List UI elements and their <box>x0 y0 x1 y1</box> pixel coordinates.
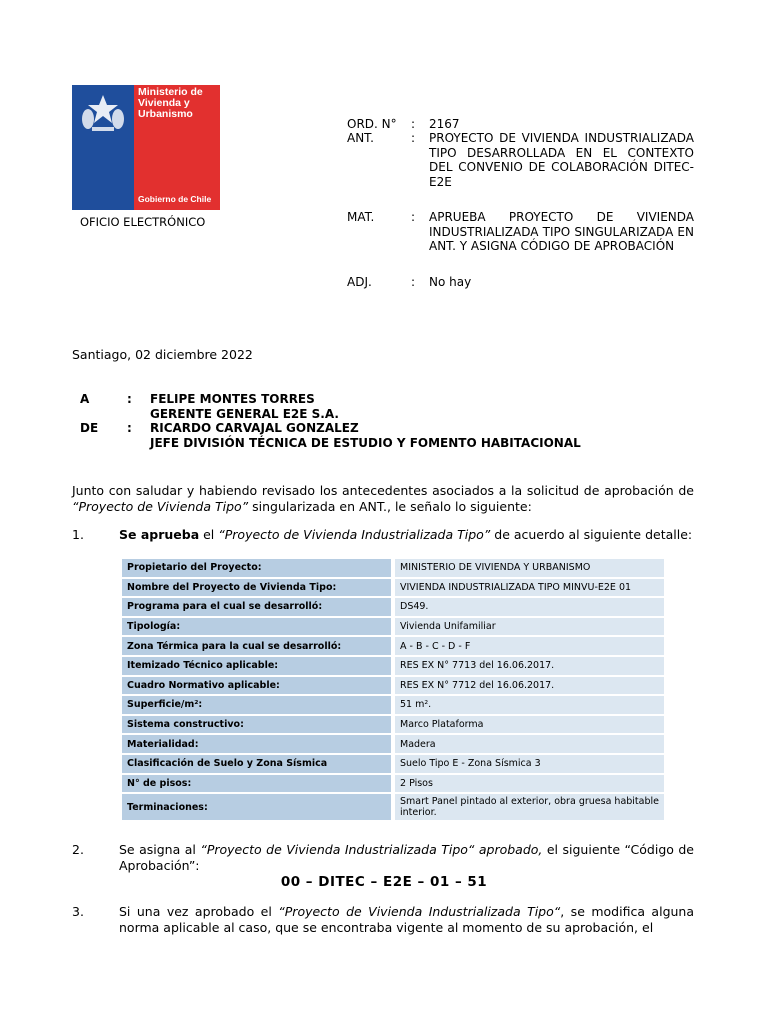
table-row <box>122 794 664 820</box>
table-value: VIVIENDA INDUSTRIALIZADA TIPO MINVU-E2E 01 <box>391 579 664 597</box>
approval-code: 00 – DITEC – E2E – 01 – 51 <box>280 874 488 890</box>
table-value: Vivienda Unifamiliar <box>391 618 664 636</box>
ant-value: PROYECTO DE VIVIENDA INDUSTRIALIZADA TIPO DESARROLLADA EN EL CONTEXTO DEL CONVENIO DE COLABORACIÓN DITEC-E2E <box>429 131 694 189</box>
table-value: Madera <box>391 735 664 753</box>
table-key: Sistema constructivo: <box>122 716 391 734</box>
table-value: Suelo Tipo E - Zona Sísmica 3 <box>391 755 664 773</box>
item2-text <box>119 842 694 874</box>
item1-italic: “Proyecto de Vivienda Industrializada Tipo” <box>218 527 491 542</box>
adj-colon: : <box>411 275 416 289</box>
from-name: RICARDO CARVAJAL GONZALEZ <box>150 421 359 435</box>
project-detail-table <box>122 557 664 822</box>
table-row <box>122 618 664 636</box>
table-value: RES EX N° 7712 del 16.06.2017. <box>391 677 664 695</box>
table-value: DS49. <box>391 598 664 616</box>
table-key: Itemizado Técnico aplicable: <box>122 657 391 675</box>
logo-red-panel <box>134 85 220 210</box>
item3-text <box>119 904 694 936</box>
table-key: Programa para el cual se desarrolló: <box>122 598 391 616</box>
item3-post: , se modifica alguna norma aplicable al caso, que se encontraba vigente al momento de su aprobación, el <box>119 904 695 935</box>
item1-bold: Se aprueba <box>119 527 200 542</box>
intro-paragraph <box>72 483 694 515</box>
item3-pre: Si una vez aprobado el <box>119 904 279 919</box>
intro-line1: Junto con saludar y habiendo revisado los antecedentes asociados a la solicitud de aprobación de <box>72 483 694 498</box>
table-value: MINISTERIO DE VIVIENDA Y URBANISMO <box>391 559 664 577</box>
ant-colon: : <box>411 131 416 145</box>
ant-row <box>347 131 694 206</box>
table-row <box>122 735 664 753</box>
table-value: 2 Pisos <box>391 775 664 793</box>
table-row <box>122 579 664 597</box>
item1-pre: el <box>199 527 219 542</box>
table-row <box>122 657 664 675</box>
table-row <box>122 637 664 655</box>
table-row <box>122 716 664 734</box>
table-row <box>122 559 664 577</box>
table-key: Cuadro Normativo aplicable: <box>122 677 391 695</box>
table-key: Propietario del Proyecto: <box>122 559 391 577</box>
from-title: JEFE DIVISIÓN TÉCNICA DE ESTUDIO Y FOMENTO HABITACIONAL <box>150 436 581 450</box>
table-value: RES EX N° 7713 del 16.06.2017. <box>391 657 664 675</box>
item3-italic: “Proyecto de Vivienda Industrializada Tipo“ <box>278 904 561 919</box>
item2-italic: “Proyecto de Vivienda Industrializada Tipo“ aprobado, <box>200 842 543 857</box>
document-date: Santiago, 02 diciembre 2022 <box>72 347 253 362</box>
table-value: A - B - C - D - F <box>391 637 664 655</box>
item2-pre: Se asigna al <box>119 842 201 857</box>
to-name: FELIPE MONTES TORRES <box>150 392 315 406</box>
to-colon: : <box>127 392 132 406</box>
logo-blue-panel <box>72 85 134 210</box>
table-row <box>122 755 664 773</box>
government-name: Gobierno de Chile <box>138 194 212 204</box>
mat-value: APRUEBA PROYECTO DE VIVIENDA INDUSTRIALIZADA TIPO SINGULARIZADA EN ANT. Y ASIGNA CÓDIGO DE APROBACIÓN <box>429 210 694 253</box>
ministry-name: Ministerio de Vivienda y Urbanismo <box>138 86 203 120</box>
from-label: DE <box>80 421 99 435</box>
adj-row <box>347 275 694 290</box>
ant-label: ANT. <box>347 131 374 145</box>
table-key: Zona Térmica para la cual se desarrolló: <box>122 637 391 655</box>
intro-italic: “Proyecto de Vivienda Tipo” <box>72 499 249 514</box>
table-value: Smart Panel pintado al exterior, obra gruesa habitable interior. <box>391 794 664 820</box>
adj-label: ADJ. <box>347 275 372 289</box>
ord-label: ORD. N° <box>347 117 397 131</box>
table-value: Marco Plataforma <box>391 716 664 734</box>
ord-colon: : <box>411 117 416 131</box>
item1-number: 1. <box>72 527 84 542</box>
intro-rest: singularizada en ANT., le señalo lo siguiente: <box>248 499 532 514</box>
table-key: Superficie/m²: <box>122 696 391 714</box>
coat-of-arms-icon <box>78 89 128 139</box>
mat-row <box>347 210 694 270</box>
item2-post: el siguiente “Código de Aprobación”: <box>119 842 694 873</box>
mat-colon: : <box>411 210 416 224</box>
table-row <box>122 677 664 695</box>
to-label: A <box>80 392 90 406</box>
table-key: N° de pisos: <box>122 775 391 793</box>
table-key: Materialidad: <box>122 735 391 753</box>
table-row <box>122 598 664 616</box>
oficio-label: OFICIO ELECTRÓNICO <box>80 215 206 229</box>
mat-label: MAT. <box>347 210 375 224</box>
table-key: Clasificación de Suelo y Zona Sísmica <box>122 755 391 773</box>
item3-number: 3. <box>72 904 84 919</box>
to-title: GERENTE GENERAL E2E S.A. <box>150 407 339 421</box>
ministry-logo <box>72 85 220 210</box>
from-colon: : <box>127 421 132 435</box>
item2-number: 2. <box>72 842 84 857</box>
table-row <box>122 696 664 714</box>
ord-value: 2167 <box>429 117 460 131</box>
ord-row <box>347 117 694 132</box>
table-key: Tipología: <box>122 618 391 636</box>
item1-text <box>119 527 699 543</box>
table-key: Nombre del Proyecto de Vivienda Tipo: <box>122 579 391 597</box>
table-value: 51 m². <box>391 696 664 714</box>
item1-post: de acuerdo al siguiente detalle: <box>490 527 693 542</box>
table-row <box>122 775 664 793</box>
adj-value: No hay <box>429 275 472 289</box>
table-key: Terminaciones: <box>122 794 391 820</box>
